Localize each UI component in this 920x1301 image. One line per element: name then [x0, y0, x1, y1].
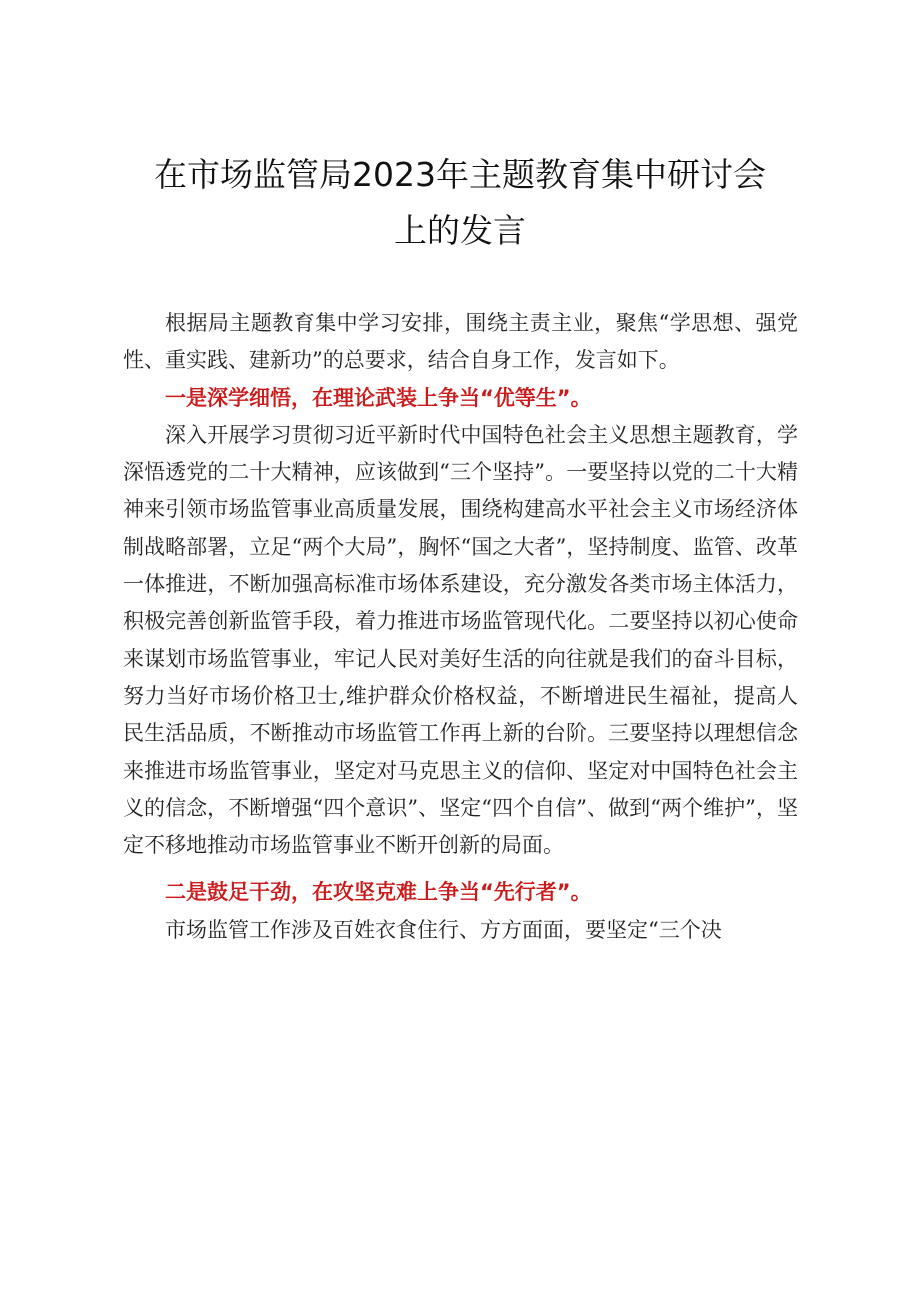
document-body [123, 305, 798, 949]
section-2-heading: 二是鼓足干劲，在攻坚克难上争当“先行者”。 [165, 880, 592, 905]
section-1-heading: 一是深学细悟，在理论武装上争当“优等生”。 [165, 385, 592, 410]
document-title-line-2: 上的发言 [394, 211, 526, 250]
document-title-line-1: 在市场监管局2023年主题教育集中研讨会 [154, 155, 766, 194]
intro-paragraph: 根据局主题教育集中学习安排，围绕主责主业，聚焦“学思想、强党性、重实践、建新功”的总要求，结合自身工作，发言如下。 [123, 311, 798, 373]
section-1-paragraph: 深入开展学习贯彻习近平新时代中国特色社会主义思想主题教育，学深悟透党的二十大精神，应该做到“三个坚持”。一要坚持以党的二十大精神来引领市场监管事业高质量发展，围绕构建高水平社会主义市场经济体制战略部署，立足“两个大局”，胸怀“国之大者”，坚持制度、监管、改革一体推进，不断加强高标准市场体系建设，充分激发各类市场主体活力，积极完善创新监管手段，着力推进市场监管现代化。二要坚持以初心使命来谋划市场监管事业，牢记人民对美好生活的向往就是我们的奋斗目标，努力当好市场价格卫士,维护群众价格权益，不断增进民生福祉，提高人民生活品质，不断推动市场监管工作再上新的台阶。三要坚持以理想信念来推进市场监管事业，坚定对马克思主义的信仰、坚定对中国特色社会主义的信念，不断增强“四个意识”、坚定“四个自信”、做到“两个维护”，坚定不移地推动市场监管事业不断开创新的局面。 [123, 422, 798, 858]
section-2-paragraph: 市场监管工作涉及百姓衣食住行、方方面面，要坚定“三个决 [165, 917, 722, 942]
